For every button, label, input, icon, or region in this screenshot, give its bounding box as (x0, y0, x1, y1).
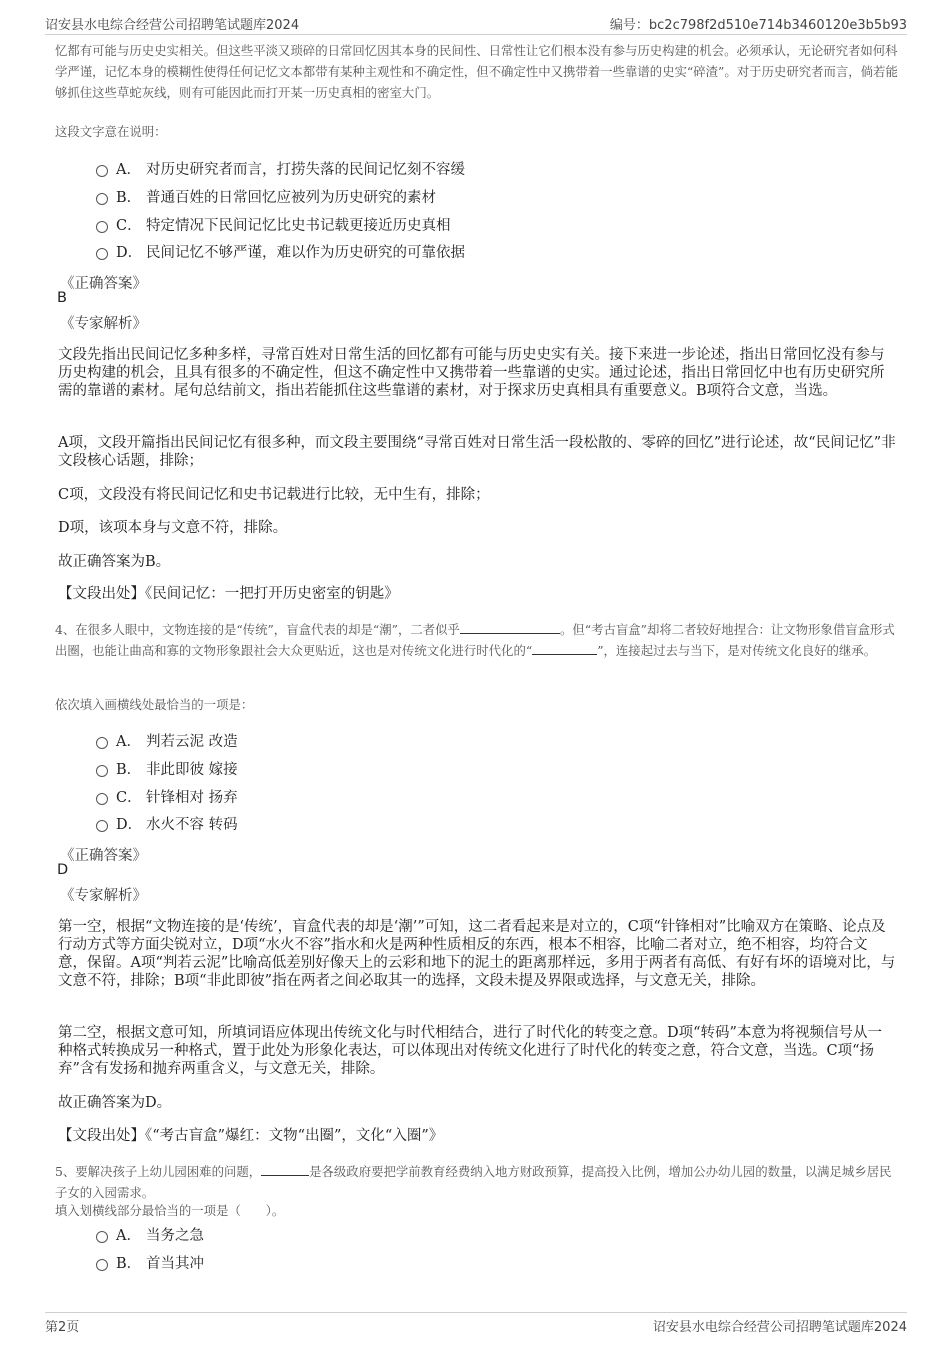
header-title: 诏安县水电综合经营公司招聘笔试题库2024 (45, 18, 300, 33)
page-footer (45, 1312, 907, 1335)
q4-answer-label: 《正确答案》 (60, 848, 147, 864)
q4-analysis-1: 第一空，根据“文物连接的是‘传统’，盲盒代表的却是‘潮’”可知，这二者看起来是对立的，C项“针锋相对”比喻双方在策略、论点及行动方式等方面尖锐对立，D项“水火不容”指水和火是两种性质相反的东西，根本不相容，比喻二者对立，绝不相容，均符合文意，保留。A项“判若云泥”比喻高低差别好像天上的云彩和地下的泥土的距离那样远，多用于两者有高低、有好有坏的语境对比，与文意不符，排除；B项“非此即彼”指在两者之间必取其一的选择，文段未提及界限或选择，与文意无关，排除。 (58, 919, 896, 989)
q3-analysis-4: D项，该项本身与文意不符，排除。 (58, 520, 288, 536)
q3-passage: 忆都有可能与历史史实相关。但这些平淡又琐碎的日常回忆因其本身的民间性、日常性让它们根本没有参与历史构建的机会。必须承认，无论研究者如何科学严谨，记忆本身的模糊性使得任何记忆文本都带有某种主观性和不确定性，但不确定性中又携带着一些靠谱的史实“碎渣”。对于历史研究者而言，倘若能够抓住这些草蛇灰线，则有可能因此而打开某一历史真相的密室大门。 (55, 43, 898, 100)
q4-source-label: 【文段出处】 (58, 1128, 145, 1144)
q4-option-a[interactable]: A． 判若云泥 改造 (96, 730, 238, 752)
radio-icon[interactable] (96, 820, 108, 832)
radio-icon[interactable] (96, 248, 108, 260)
q4-option-d[interactable]: D． 水火不容 转码 (96, 813, 238, 835)
q4-analysis-label: 《专家解析》 (60, 888, 147, 904)
q4-answer: D (57, 862, 69, 878)
radio-icon[interactable] (96, 1231, 108, 1243)
footer-title: 诏安县水电综合经营公司招聘笔试题库2024 (652, 1320, 907, 1335)
header-doc-id: 编号：bc2c798f2d510e714b3460120e3b5b93 (609, 18, 907, 33)
q5-option-a[interactable]: A． 当务之急 (96, 1224, 204, 1246)
q3-source-title: 《民间记忆：一把打开历史密室的钥匙》 (145, 586, 399, 602)
q3-analysis-1: 文段先指出民间记忆多种多样，寻常百姓对日常生活的回忆都有可能与历史史实有关。接下来进一步论述，指出日常回忆没有参与历史构建的机会，且具有很多的不确定性，但这不确定性中又携带着一些靠谱的史实。通过论述，指出日常回忆中也有历史研究所需的靠谱的素材。尾句总结前文，指出若能抓住这些靠谱的素材，对于探求历史真相具有重要意义。B项符合文意，当选。 (58, 347, 885, 399)
q4-analysis-2: 第二空，根据文意可知，所填词语应体现出传统文化与时代相结合，进行了时代化的转变之意。D项“转码”本意为将视频信号从一种格式转换成另一种格式，置于此处为形象化表达，可以体现出对传统文化进行了时代化的转变之意，符合文意，当选。C项“扬弃”含有发扬和抛弃两重含义，与文意无关，排除。 (58, 1025, 882, 1077)
radio-icon[interactable] (96, 737, 108, 749)
q3-option-c[interactable]: C． 特定情况下民间记忆比史书记载更接近历史真相 (96, 214, 451, 236)
q4-blank-2 (532, 642, 597, 655)
footer-page-number: 第2页 (45, 1320, 80, 1335)
q3-analysis-label: 《专家解析》 (60, 316, 147, 332)
q4-analysis-3: 故正确答案为D。 (58, 1095, 172, 1111)
q3-source (58, 585, 896, 603)
q5-stem: 5、要解决孩子上幼儿园困难的问题， 是各级政府要把学前教育经费纳入地方财政预算，提高投入比例，增加公办幼儿园的数量，以满足城乡居民子女的入园需求。 (55, 1164, 892, 1200)
radio-icon[interactable] (96, 165, 108, 177)
q3-option-b[interactable]: B． 普通百姓的日常回忆应被列为历史研究的素材 (96, 186, 436, 208)
q4-option-b[interactable]: B． 非此即彼 嫁接 (96, 758, 238, 780)
q3-option-d[interactable]: D． 民间记忆不够严谨，难以作为历史研究的可靠依据 (96, 241, 465, 263)
q5-blank (261, 1163, 309, 1176)
radio-icon[interactable] (96, 765, 108, 777)
q3-analysis-5: 故正确答案为B。 (58, 554, 171, 570)
q5-option-b[interactable]: B． 首当其冲 (96, 1252, 204, 1274)
radio-icon[interactable] (96, 793, 108, 805)
q3-analysis-3: C项，文段没有将民间记忆和史书记载进行比较，无中生有，排除； (58, 487, 490, 503)
q4-blank-1 (460, 621, 560, 634)
q4-stem: 4、在很多人眼中，文物连接的是“传统”，盲盒代表的却是“潮”，二者似乎 。但“考古盲盒”却将二者较好地捏合：让文物形象借盲盒形式出圈，也能让曲高和寡的文物形象跟社会大众更贴近，这也是对传统文化进行时代化的“ ”，连接起过去与当下，是对传统文化良好的继承。 (55, 622, 895, 658)
radio-icon[interactable] (96, 193, 108, 205)
q4-source-title: 《“考古盲盒”爆红：文物“出圈”，文化“入圈”》 (145, 1128, 444, 1144)
radio-icon[interactable] (96, 221, 108, 233)
q3-answer: B (57, 290, 67, 306)
q3-source-label: 【文段出处】 (58, 586, 145, 602)
q3-answer-label: 《正确答案》 (60, 276, 147, 292)
q3-analysis-2: A项，文段开篇指出民间记忆有很多种，而文段主要围绕“寻常百姓对日常生活一段松散的、零碎的回忆”进行论述，故“民间记忆”非文段核心话题，排除； (58, 435, 896, 469)
q3-question: 这段文字意在说明： (55, 124, 167, 139)
q5-question: 填入划横线部分最恰当的一项是（ ）。 (55, 1203, 285, 1218)
q3-option-a[interactable]: A． 对历史研究者而言，打捞失落的民间记忆刻不容缓 (96, 158, 465, 180)
q4-option-c[interactable]: C． 针锋相对 扬弃 (96, 786, 238, 808)
q4-source (58, 1127, 896, 1145)
radio-icon[interactable] (96, 1259, 108, 1271)
q4-question: 依次填入画横线处最恰当的一项是： (55, 697, 254, 712)
page-header (45, 14, 907, 35)
